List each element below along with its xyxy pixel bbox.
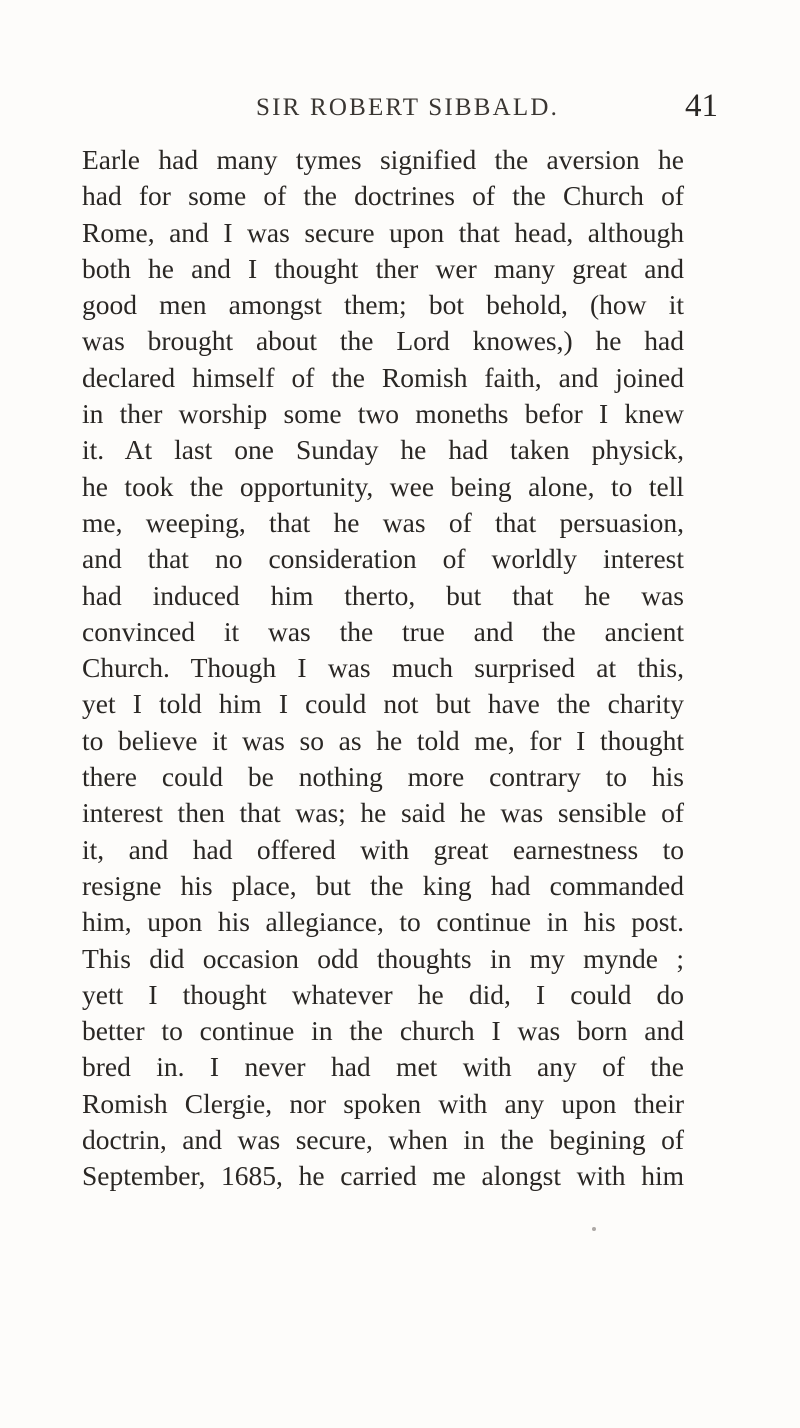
text-line: yett I thought whatever he did, I could do [82, 978, 684, 1010]
text-line: him, upon his allegiance, to continue in his post. [82, 906, 684, 938]
running-head [80, 88, 720, 128]
text-line: was brought about the Lord knowes,) he had [82, 325, 684, 357]
text-line: Church. Though I was much surprised at this, [82, 652, 684, 684]
text-line: in ther worship some two moneths befor I knew [82, 398, 684, 430]
text-line: and that no consideration of worldly interest [82, 543, 684, 575]
text-line: Earle had many tymes signified the aversion he [82, 144, 684, 175]
text-line: there could be nothing more contrary to his [82, 761, 684, 793]
running-title: SIR ROBERT SIBBALD. [256, 94, 560, 121]
text-line: to believe it was so as he told me, for I thought [82, 724, 684, 756]
text-line: declared himself of the Romish faith, and joined [82, 361, 684, 393]
text-line: September, 1685, he carried me alongst with him [82, 1160, 684, 1192]
text-line: it. At last one Sunday he had taken physick, [82, 434, 684, 466]
page-number: 41 [685, 88, 718, 124]
text-line: convinced it was the true and the ancient [82, 615, 684, 647]
text-line: interest then that was; he said he was sensible of [82, 797, 684, 829]
text-line: Romish Clergie, nor spoken with any upon their [82, 1087, 684, 1119]
paper-speck [592, 1227, 596, 1231]
text-line: had induced him therto, but that he was [82, 579, 684, 611]
text-line: he took the opportunity, wee being alone, to tell [82, 470, 684, 502]
text-line: bred in. I never had met with any of the [82, 1051, 684, 1083]
text-line: Rome, and I was secure upon that head, although [82, 216, 684, 248]
text-line: This did occasion odd thoughts in my mynde ; [82, 942, 684, 974]
text-line: yet I told him I could not but have the charity [82, 688, 684, 720]
text-line: doctrin, and was secure, when in the begining of [82, 1124, 684, 1156]
text-line: had for some of the doctrines of the Church of [82, 180, 684, 212]
text-line: both he and I thought ther wer many great and [82, 252, 684, 284]
body-text [82, 142, 684, 1195]
text-line: me, weeping, that he was of that persuasion, [82, 506, 684, 538]
text-line: good men amongst them; bot behold, (how it [82, 289, 684, 321]
text-line: it, and had offered with great earnestness to [82, 833, 684, 865]
text-line: better to continue in the church I was born and [82, 1015, 684, 1047]
text-line: resigne his place, but the king had commanded [82, 869, 684, 901]
